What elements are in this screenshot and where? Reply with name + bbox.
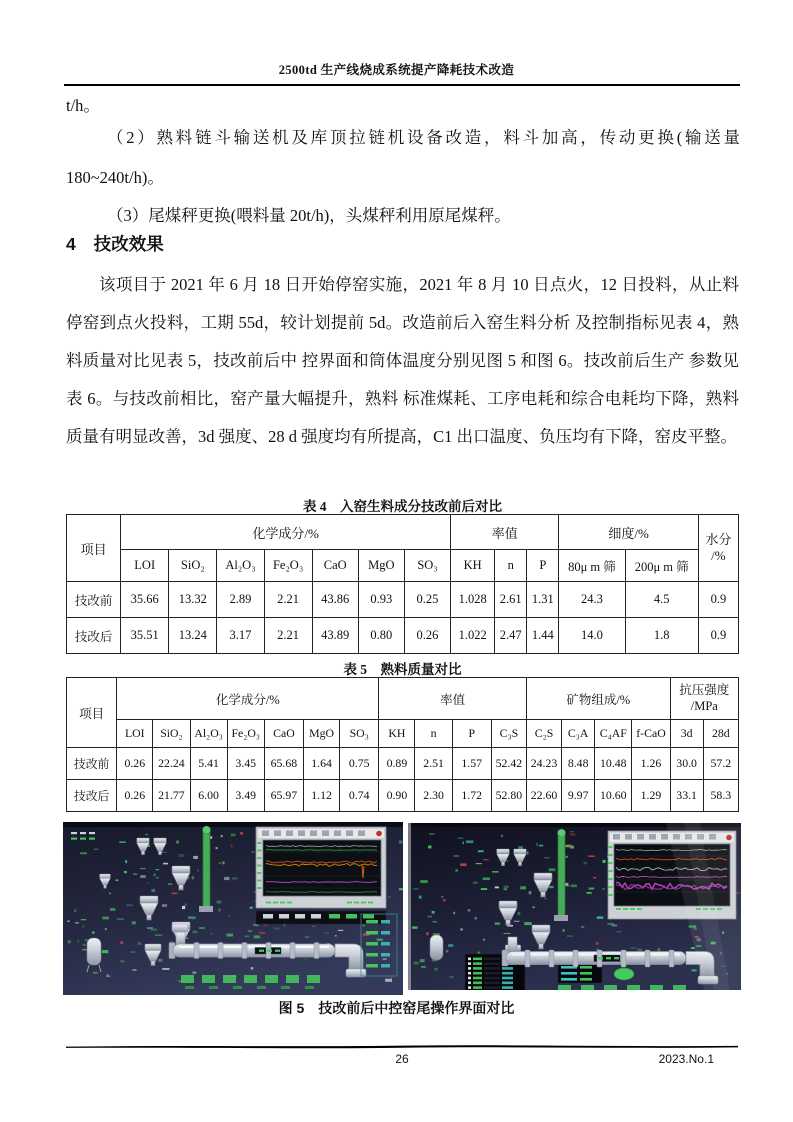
cell: 9.97 (562, 780, 595, 812)
cell: 52.80 (491, 780, 526, 812)
cell: 35.51 (121, 618, 169, 654)
table4-raw-meal (66, 514, 739, 654)
row-label: 技改前 (67, 748, 117, 780)
th-sio2: SiO₂ (153, 720, 190, 748)
cell: 10.48 (595, 748, 632, 780)
cell: 1.31 (527, 582, 559, 618)
th-c4af: C₄AF (595, 720, 632, 748)
cell: 0.25 (404, 582, 450, 618)
th-group-strength: 抗压强度 /MPa (670, 678, 738, 720)
cell: 0.9 (698, 582, 738, 618)
cell: 52.42 (491, 748, 526, 780)
cell: 57.2 (703, 748, 738, 780)
cell: 22.24 (153, 748, 190, 780)
cell: 58.3 (703, 780, 738, 812)
paragraph-main: 该项目于 2021 年 6 月 18 日开始停窑实施，2021 年 8 月 10 日点火，12 日投料，从止料停窑到点火投料，工期 55d，较计划提前 5d。改造前后入窑生料分析 及控制指标见表 4，熟料质量对比见表 5，技改前后中 控界面和筒体温度分别见图 5 和图 6。技改前后生产 参数见表 6。与技改前相比，窑产量大幅提升，熟料 标准煤耗、工序电耗和综合电耗均下降，熟料质量有明显改善，3d 强度、28 d 强度均有所提高，C1 出口温度、负压均有下降，窑皮平整。 (66, 275, 739, 446)
cell: 0.26 (404, 618, 450, 654)
cell: 1.028 (451, 582, 495, 618)
cell: 8.48 (562, 748, 595, 780)
th-28d: 28d (703, 720, 738, 748)
row-label: 技改前 (67, 582, 121, 618)
th-moisture: 水分 /% (698, 515, 738, 582)
th-group-fineness: 细度/% (559, 515, 698, 550)
th-group-chem: 化学成分/% (121, 515, 451, 550)
th-group-chem: 化学成分/% (117, 678, 379, 720)
table-row (67, 780, 739, 812)
th-c3a: C₃A (562, 720, 595, 748)
cell: 0.90 (379, 780, 415, 812)
cell: 1.26 (632, 748, 670, 780)
cell: 0.80 (358, 618, 404, 654)
footer-rule (66, 1044, 738, 1050)
th-kh: KH (451, 550, 495, 582)
cell: 0.26 (117, 748, 153, 780)
cell: 10.60 (595, 780, 632, 812)
cell: 24.3 (559, 582, 625, 618)
th-al2o3: Al₂O₃ (217, 550, 264, 582)
cell: 65.97 (264, 780, 303, 812)
table-row (67, 748, 739, 780)
cell: 1.64 (303, 748, 339, 780)
cell: 43.86 (312, 582, 358, 618)
th-cao: CaO (264, 720, 303, 748)
cell: 14.0 (559, 618, 625, 654)
figure5-label: 图 5 (278, 1000, 305, 1016)
cell: 65.68 (264, 748, 303, 780)
cell: 2.30 (415, 780, 452, 812)
cell: 0.26 (117, 780, 153, 812)
th-200um: 200μ m 筛 (625, 550, 698, 582)
cell: 35.66 (121, 582, 169, 618)
cell: 3.17 (217, 618, 264, 654)
cell: 30.0 (670, 748, 703, 780)
cell: 2.51 (415, 748, 452, 780)
cell: 3.49 (227, 780, 264, 812)
cell: 1.29 (632, 780, 670, 812)
cell: 0.74 (340, 780, 379, 812)
th-mgo: MgO (303, 720, 339, 748)
cell: 0.93 (358, 582, 404, 618)
th-item: 项目 (67, 515, 121, 582)
th-c3s: C₃S (491, 720, 526, 748)
dcs-screenshot-after (408, 823, 741, 990)
cell: 1.12 (303, 780, 339, 812)
machine-icon (614, 968, 634, 980)
paragraph-overflow: t/h。 (66, 96, 100, 115)
cell: 2.61 (495, 582, 527, 618)
th-loi: LOI (121, 550, 169, 582)
cell: 2.89 (217, 582, 264, 618)
cell: 1.57 (452, 748, 491, 780)
cell: 2.21 (264, 618, 312, 654)
cell: 6.00 (190, 780, 227, 812)
th-fe2o3: Fe₂O₃ (264, 550, 312, 582)
cell: 43.89 (312, 618, 358, 654)
cell: 2.47 (495, 618, 527, 654)
table4-caption: 表 4 入窑生料成分技改前后对比 (302, 499, 503, 514)
th-mgo: MgO (358, 550, 404, 582)
th-cao: CaO (312, 550, 358, 582)
cell: 33.1 (670, 780, 703, 812)
cell: 2.21 (264, 582, 312, 618)
page-number: 26 (395, 1052, 409, 1066)
cell: 4.5 (625, 582, 698, 618)
th-n: n (415, 720, 452, 748)
th-fe2o3: Fe₂O₃ (227, 720, 264, 748)
section-number: 4 (66, 234, 76, 254)
th-fcao: f-CaO (632, 720, 670, 748)
th-3d: 3d (670, 720, 703, 748)
cell: 3.45 (227, 748, 264, 780)
running-title: 2500td 生产线烧成系统提产降耗技术改造 (278, 63, 515, 77)
th-p: P (527, 550, 559, 582)
th-group-ratio: 率值 (451, 515, 559, 550)
cell: 1.44 (527, 618, 559, 654)
th-so3: SO₃ (404, 550, 450, 582)
cell: 13.24 (169, 618, 217, 654)
th-p: P (452, 720, 491, 748)
cell: 0.9 (698, 618, 738, 654)
cell: 22.60 (526, 780, 561, 812)
cell: 21.77 (153, 780, 190, 812)
table-row (67, 582, 739, 618)
th-kh: KH (379, 720, 415, 748)
row-label: 技改后 (67, 618, 121, 654)
th-80um: 80μ m 筛 (559, 550, 625, 582)
table5-clinker-quality (66, 677, 739, 812)
figure5-caption (0, 998, 793, 1018)
cell: 0.75 (340, 748, 379, 780)
issue-label: 2023.No.1 (658, 1052, 714, 1066)
dcs-screenshot-before (63, 822, 403, 995)
row-label: 技改后 (67, 780, 117, 812)
paragraph-item3: （3）尾煤秤更换(喂料量 20t/h)，头煤秤利用原尾煤秤。 (107, 206, 511, 225)
th-item: 项目 (67, 678, 117, 748)
cell: 5.41 (190, 748, 227, 780)
cell: 24.23 (526, 748, 561, 780)
th-group-ratio: 率值 (379, 678, 527, 720)
section-title: 技改效果 (93, 234, 164, 254)
table-row (67, 618, 739, 654)
th-so3: SO₃ (340, 720, 379, 748)
header-rule (64, 84, 740, 86)
trend-window (256, 827, 386, 908)
th-c2s: C₂S (526, 720, 561, 748)
storage-tank-icon (430, 935, 443, 960)
th-loi: LOI (117, 720, 153, 748)
table5-caption: 表 5 熟料质量对比 (343, 662, 462, 677)
th-al2o3: Al₂O₃ (190, 720, 227, 748)
cell: 1.8 (625, 618, 698, 654)
th-sio2: SiO₂ (169, 550, 217, 582)
figure5-text: 技改前后中控窑尾操作界面对比 (318, 1000, 515, 1016)
cell: 13.32 (169, 582, 217, 618)
paragraph-item2: （2）熟料链斗输送机及库顶拉链机设备改造，料斗加高，传动更换(输送量 180~240t/h)。 (66, 128, 740, 187)
cell: 1.72 (452, 780, 491, 812)
th-group-mineral: 矿物组成/% (526, 678, 670, 720)
cell: 1.022 (451, 618, 495, 654)
th-n: n (495, 550, 527, 582)
cell: 0.89 (379, 748, 415, 780)
section-heading (66, 231, 164, 256)
